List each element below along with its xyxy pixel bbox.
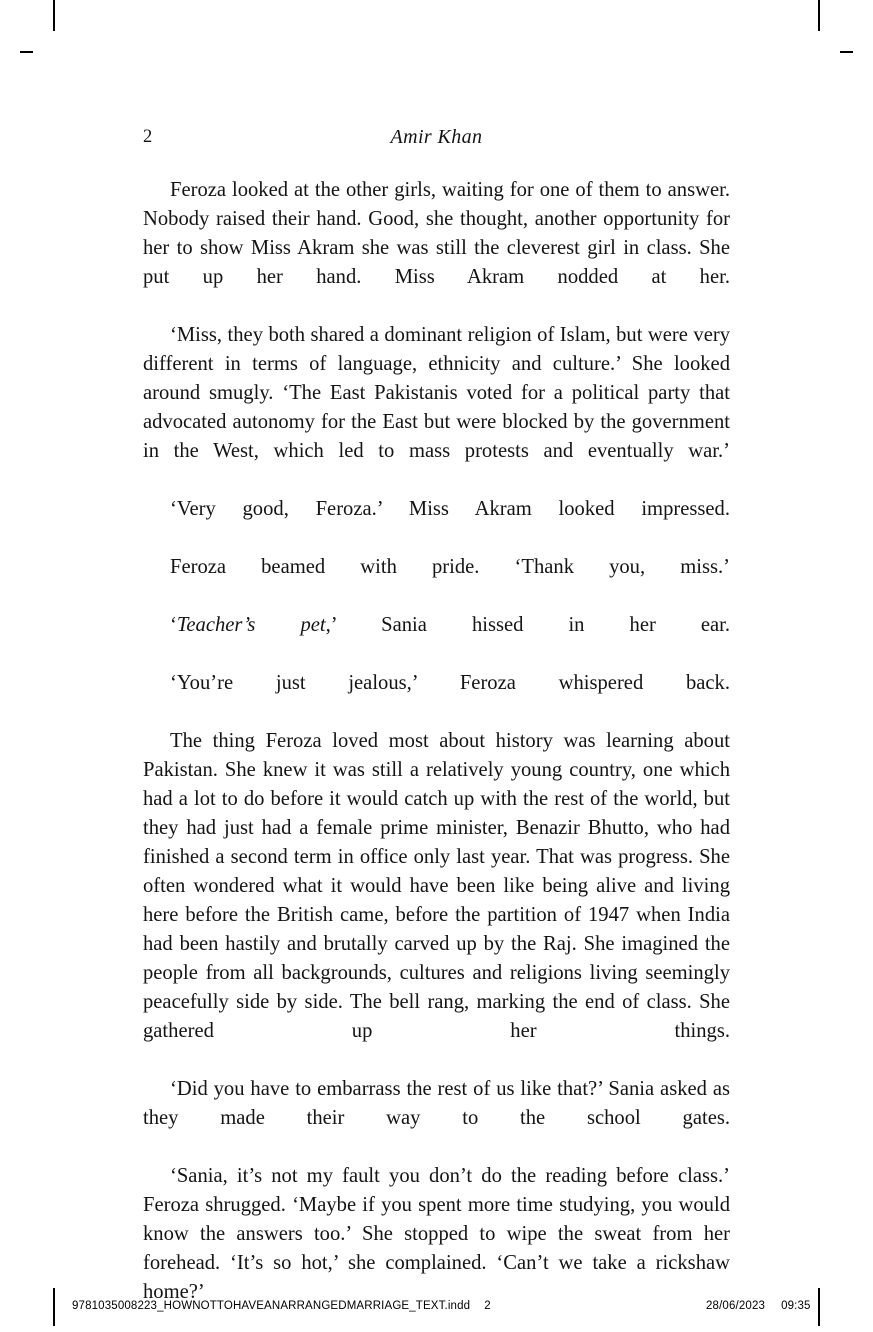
imprint-date: 28/06/2023 — [706, 1300, 766, 1312]
imprint-rule-left — [53, 1288, 55, 1326]
page-folio: 2 — [143, 127, 153, 147]
imprint-time: 09:35 — [781, 1300, 811, 1312]
imprint-filename-block — [72, 1300, 491, 1312]
body-text-column — [143, 176, 730, 1332]
running-head — [143, 124, 730, 150]
imprint-filename: 9781035008223_HOWNOTTOHAVEANARRANGEDMARRIAGE_TEXT.indd — [72, 1300, 471, 1312]
italic-phrase: Teacher’s pet — [176, 614, 326, 636]
crop-mark-top-left-horizontal — [20, 51, 33, 53]
paragraph: ‘Did you have to embarrass the rest of us like that?’ Sania asked as they made their way to the school gates. — [143, 1078, 730, 1129]
paragraph: ‘Sania, it’s not my fault you don’t do the reading before class.’ Feroza shrugged. ‘Maybe if you spent more time studying, you would know the answers too.’ She stopped to wipe the sweat from her forehead. ‘It’s so hot,’ she complained. ‘Can’t we take a rickshaw home?’ — [143, 1165, 730, 1303]
paragraph: ‘You’re just jealous,’ Feroza whispered back. — [170, 672, 730, 694]
paragraph: The thing Feroza loved most about history was learning about Pakistan. She knew it was still a relatively young country, one which had a lot to do before it would catch up with the rest of the world, but they had just had a female prime minister, Benazir Bhutto, who had finished a second term in office only last year. That was progress. She often wondered what it would have been like being alive and living here before the British came, before the partition of 1947 when India had been hastily and brutally carved up by the Raj. She imagined the people from all backgrounds, cultures and religions living seemingly peacefully side by side. The bell rang, marking the end of class. She gathered up her things. — [143, 730, 730, 1042]
imprint-page-number: 2 — [484, 1300, 491, 1312]
paragraph-teachers-pet — [143, 611, 730, 669]
paragraph: ‘Miss, they both shared a dominant religion of Islam, but were very different in terms of language, ethnicity and culture.’ She looked around smugly. ‘The East Pakistanis voted for a political party that advocated autonomy for the East but were blocked by the government in the West, which led to mass protests and eventually war.’ — [143, 324, 730, 462]
crop-mark-top-left-vertical — [53, 0, 55, 31]
paragraph: Feroza beamed with pride. ‘Thank you, miss.’ — [170, 556, 730, 578]
crop-mark-top-right-vertical — [818, 0, 820, 31]
imprint-rule-right — [818, 1288, 820, 1326]
running-head-title: Amir Khan — [390, 126, 483, 148]
paragraph: ‘Very good, Feroza.’ Miss Akram looked impressed. — [170, 498, 730, 520]
quote-open: ‘ — [170, 614, 177, 636]
paragraph-remainder: ,’ Sania hissed in her ear. — [325, 614, 731, 636]
crop-mark-top-right-horizontal — [840, 51, 853, 53]
imprint-timestamp-block — [706, 1300, 811, 1312]
paragraph: Feroza looked at the other girls, waiting for one of them to answer. Nobody raised their hand. Good, she thought, another opportunity for her to show Miss Akram she was still the cleverest girl in class. She put up her hand. Miss Akram nodded at her. — [143, 179, 730, 288]
